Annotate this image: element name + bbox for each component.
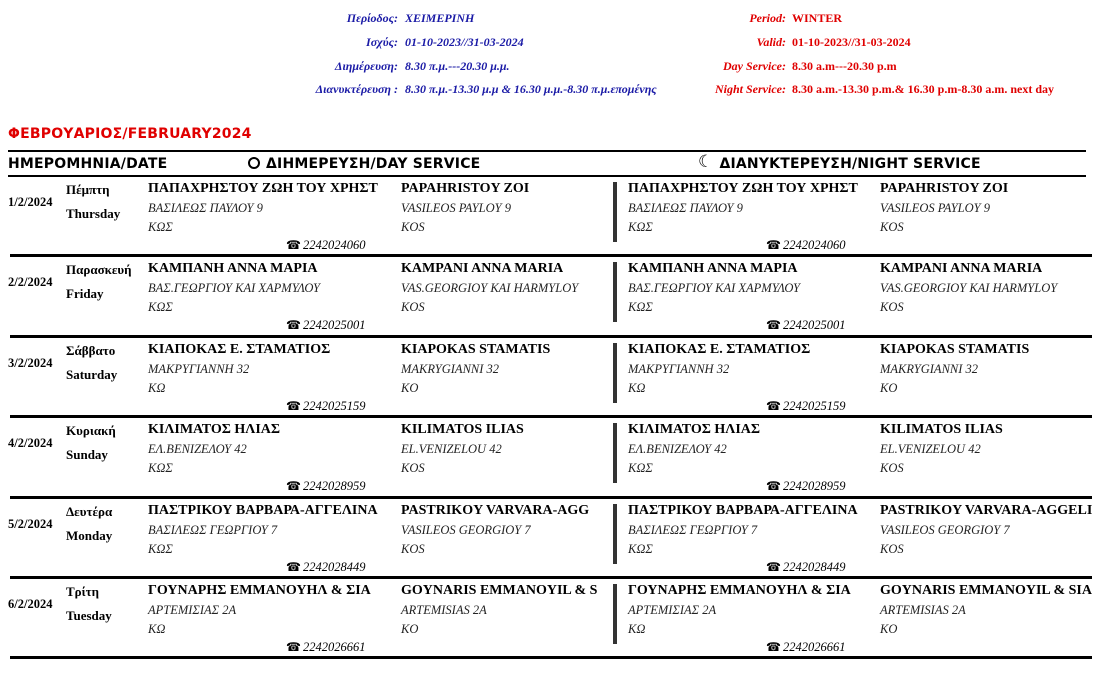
row-date: 1/2/2024 <box>8 195 53 209</box>
night-pharmacy-name-gr: ΚΑΜΠΑΝΗ ΑΝΝΑ ΜΑΡΙΑ <box>628 261 798 276</box>
night-phone-number: 2242028959 <box>782 479 846 493</box>
service-divider <box>613 423 617 483</box>
night-city-gr: ΚΩΣ <box>628 542 653 556</box>
night-service-value-en: 8.30 a.m.-13.30 p.m.& 16.30 p.m-8.30 a.m. next day <box>792 82 1054 96</box>
day-address-en: EL.VENIZELOU 42 <box>401 442 502 456</box>
month-title: ΦΕΒΡΟΥΑΡΙΟΣ/FEBRUARY2024 <box>8 126 252 142</box>
day-pharmacy-name-gr: ΠΑΣΤΡΙΚΟΥ ΒΑΡΒΑΡΑ-ΑΓΓΕΛΙΝΑ <box>148 503 378 518</box>
night-pharmacy-name-gr: ΓΟΥΝΑΡΗΣ ΕΜΜΑΝΟΥΗΛ & ΣΙΑ <box>628 583 851 598</box>
day-city-gr: ΚΩ <box>148 381 166 395</box>
row-weekday-en: Monday <box>66 528 113 543</box>
telephone-icon: ☎ <box>286 479 301 493</box>
night-city-gr: ΚΩΣ <box>628 461 653 475</box>
header-night-service <box>698 152 981 172</box>
row-weekday-gr: Δευτέρα <box>66 504 113 519</box>
row-date: 4/2/2024 <box>8 436 53 450</box>
row-weekday-gr: Πέμπτη <box>66 182 110 197</box>
row-weekday-en: Thursday <box>66 206 121 221</box>
day-address-en: MAKRYGIANNI 32 <box>401 362 500 376</box>
night-city-en: KOS <box>880 542 904 556</box>
night-city-en: KOS <box>880 300 904 314</box>
header-bottom-rule <box>8 175 1086 177</box>
day-city-gr: ΚΩΣ <box>148 220 173 234</box>
day-service-value-en: 8.30 a.m---20.30 p.m <box>792 59 897 73</box>
night-address-en: ARTEMISIAS 2A <box>880 603 966 617</box>
day-city-en: KO <box>401 381 419 395</box>
row-weekday-en: Tuesday <box>66 608 112 623</box>
service-divider <box>613 262 617 322</box>
day-phone[interactable] <box>286 238 365 253</box>
row-separator <box>10 576 1092 579</box>
table-row <box>0 500 1111 580</box>
day-city-gr: ΚΩΣ <box>148 300 173 314</box>
day-city-gr: ΚΩΣ <box>148 461 173 475</box>
telephone-icon: ☎ <box>766 560 781 574</box>
night-city-gr: ΚΩΣ <box>628 220 653 234</box>
day-phone-number: 2242028449 <box>302 560 366 574</box>
day-city-en: KOS <box>401 220 425 234</box>
night-phone[interactable] <box>766 640 845 655</box>
telephone-icon: ☎ <box>766 479 781 493</box>
header-night-service-label: ΔΙΑΝΥΚΤΕΡΕΥΣΗ/NIGHT SERVICE <box>719 156 981 172</box>
night-phone-number: 2242024060 <box>782 238 846 252</box>
day-phone-number: 2242025159 <box>302 399 366 413</box>
night-pharmacy-name-gr: ΚΙΑΠΟΚΑΣ Ε. ΣΤΑΜΑΤΙΟΣ <box>628 342 811 357</box>
row-separator <box>10 415 1092 418</box>
day-pharmacy-name-en: PAPAHRISTOY ZOI <box>401 181 530 196</box>
night-address-gr: ΒΑΣΙΛΕΩΣ ΓΕΩΡΓΙΟΥ 7 <box>628 523 758 537</box>
telephone-icon: ☎ <box>286 640 301 654</box>
row-weekday-gr: Κυριακή <box>66 423 116 438</box>
night-pharmacy-name-en: PAPAHRISTOY ZOI <box>880 181 1009 196</box>
moon-icon: ☾ <box>698 152 714 172</box>
day-phone[interactable] <box>286 479 365 494</box>
day-address-gr: ΕΛ.ΒΕΝΙΖΕΛΟΥ 42 <box>148 442 247 456</box>
telephone-icon: ☎ <box>766 318 781 332</box>
night-address-gr: ΑΡΤΕΜΙΣΙΑΣ 2Α <box>628 603 717 617</box>
day-city-en: KOS <box>401 300 425 314</box>
night-address-en: VASILEOS GEORGIOY 7 <box>880 523 1010 537</box>
night-address-gr: ΜΑΚΡΥΓΙΑΝΝΗ 32 <box>628 362 730 376</box>
telephone-icon: ☎ <box>286 238 301 252</box>
day-address-gr: ΑΡΤΕΜΙΣΙΑΣ 2Α <box>148 603 237 617</box>
night-address-en: VAS.GEORGIOY KAI HARMYLOY <box>880 281 1058 295</box>
night-phone[interactable] <box>766 479 845 494</box>
day-city-en: KOS <box>401 542 425 556</box>
day-address-en: VASILEOS GEORGIOY 7 <box>401 523 531 537</box>
table-row <box>0 339 1111 419</box>
header-day-service-label: ΔΙΗΜΕΡΕΥΣΗ/DAY SERVICE <box>266 156 481 172</box>
table-row <box>0 258 1111 338</box>
night-address-gr: ΒΑΣ.ΓΕΩΡΓΙΟΥ ΚΑΙ ΧΑΡΜΥΛΟΥ <box>628 281 800 295</box>
day-phone[interactable] <box>286 560 365 575</box>
night-pharmacy-name-gr: ΠΑΣΤΡΙΚΟΥ ΒΑΡΒΑΡΑ-ΑΓΓΕΛΙΝΑ <box>628 503 858 518</box>
night-address-en: EL.VENIZELOU 42 <box>880 442 981 456</box>
night-address-gr: ΕΛ.ΒΕΝΙΖΕΛΟΥ 42 <box>628 442 727 456</box>
period-value-en: WINTER <box>792 11 843 25</box>
day-address-gr: ΒΑΣ.ΓΕΩΡΓΙΟΥ ΚΑΙ ΧΑΡΜΥΛΟΥ <box>148 281 320 295</box>
day-pharmacy-name-en: KIAPOKAS STAMATIS <box>401 342 551 357</box>
night-service-label-gr: Διανυκτέρευση : <box>315 82 398 96</box>
valid-value-gr: 01-10-2023//31-03-2024 <box>405 35 524 49</box>
table-bottom-rule <box>10 656 1092 659</box>
day-city-gr: ΚΩ <box>148 622 166 636</box>
telephone-icon: ☎ <box>766 640 781 654</box>
day-city-en: KOS <box>401 461 425 475</box>
night-phone-number: 2242028449 <box>782 560 846 574</box>
night-service-value-gr: 8.30 π.μ.-13.30 μ.μ & 16.30 μ.μ.-8.30 π.μ.επομένης <box>405 82 657 96</box>
telephone-icon: ☎ <box>286 318 301 332</box>
night-city-en: KO <box>880 381 898 395</box>
row-weekday-gr: Παρασκευή <box>66 262 132 277</box>
day-pharmacy-name-gr: ΚΑΜΠΑΝΗ ΑΝΝΑ ΜΑΡΙΑ <box>148 261 318 276</box>
day-pharmacy-name-gr: ΚΙΛΙΜΑΤΟΣ ΗΛΙΑΣ <box>148 422 281 437</box>
day-service-value-gr: 8.30 π.μ.---20.30 μ.μ. <box>405 59 510 73</box>
night-pharmacy-name-en: KAMPANI ANNA MARIA <box>880 261 1043 276</box>
night-city-gr: ΚΩ <box>628 622 646 636</box>
night-address-en: VASILEOS PAYLOY 9 <box>880 201 990 215</box>
night-address-gr: ΒΑΣΙΛΕΩΣ ΠΑΥΛΟΥ 9 <box>628 201 743 215</box>
day-pharmacy-name-en: KAMPANI ANNA MARIA <box>401 261 564 276</box>
day-phone[interactable] <box>286 318 365 333</box>
row-weekday-en: Sunday <box>66 447 108 462</box>
day-pharmacy-name-gr: ΚΙΑΠΟΚΑΣ Ε. ΣΤΑΜΑΤΙΟΣ <box>148 342 331 357</box>
day-address-en: ARTEMISIAS 2A <box>401 603 487 617</box>
row-weekday-en: Friday <box>66 286 104 301</box>
day-phone[interactable] <box>286 640 365 655</box>
day-phone[interactable] <box>286 399 365 414</box>
night-phone-number: 2242026661 <box>782 640 846 654</box>
table-row <box>0 419 1111 499</box>
night-pharmacy-name-en: GOYNARIS EMMANOYIL & SIA <box>880 583 1092 598</box>
period-label-en: Period: <box>749 11 786 25</box>
header-top-rule <box>8 150 1086 152</box>
telephone-icon: ☎ <box>766 238 781 252</box>
header-date: ΗΜΕΡΟΜΗΝΙΑ/DATE <box>8 156 168 172</box>
night-city-gr: ΚΩ <box>628 381 646 395</box>
row-date: 3/2/2024 <box>8 356 53 370</box>
service-divider <box>613 343 617 403</box>
row-separator <box>10 335 1092 338</box>
table-row <box>0 178 1111 258</box>
day-phone-number: 2242028959 <box>302 479 366 493</box>
header-day-service <box>248 156 480 172</box>
night-city-en: KO <box>880 622 898 636</box>
row-separator <box>10 254 1092 257</box>
night-address-en: MAKRYGIANNI 32 <box>880 362 979 376</box>
night-pharmacy-name-gr: ΚΙΛΙΜΑΤΟΣ ΗΛΙΑΣ <box>628 422 761 437</box>
period-label-gr: Περίοδος: <box>346 11 398 25</box>
night-city-gr: ΚΩΣ <box>628 300 653 314</box>
day-city-en: KO <box>401 622 419 636</box>
telephone-icon: ☎ <box>286 560 301 574</box>
day-service-label-gr: Διημέρευση: <box>334 59 398 73</box>
day-city-gr: ΚΩΣ <box>148 542 173 556</box>
valid-label-gr: Ισχύς: <box>366 35 398 49</box>
night-pharmacy-name-gr: ΠΑΠΑΧΡΗΣΤΟΥ ΖΩΗ ΤΟΥ ΧΡΗΣΤ <box>628 181 858 196</box>
telephone-icon: ☎ <box>766 399 781 413</box>
day-address-en: VAS.GEORGIOY KAI HARMYLOY <box>401 281 579 295</box>
night-phone[interactable] <box>766 318 845 333</box>
day-address-gr: ΒΑΣΙΛΕΩΣ ΓΕΩΡΓΙΟΥ 7 <box>148 523 278 537</box>
night-pharmacy-name-en: KIAPOKAS STAMATIS <box>880 342 1030 357</box>
day-address-gr: ΒΑΣΙΛΕΩΣ ΠΑΥΛΟΥ 9 <box>148 201 263 215</box>
night-phone-number: 2242025159 <box>782 399 846 413</box>
service-divider <box>613 504 617 564</box>
valid-label-en: Valid: <box>756 35 786 49</box>
day-service-label-en: Day Service: <box>723 59 786 73</box>
service-divider <box>613 182 617 242</box>
service-divider <box>613 584 617 644</box>
night-pharmacy-name-en: PASTRIKOY VARVARA-AGGELI <box>880 503 1093 518</box>
day-phone-number: 2242024060 <box>302 238 366 252</box>
night-pharmacy-name-en: KILIMATOS ILIAS <box>880 422 1003 437</box>
row-weekday-gr: Τρίτη <box>66 584 100 599</box>
night-phone[interactable] <box>766 238 845 253</box>
day-pharmacy-name-gr: ΓΟΥΝΑΡΗΣ ΕΜΜΑΝΟΥΗΛ & ΣΙΑ <box>148 583 371 598</box>
telephone-icon: ☎ <box>286 399 301 413</box>
night-city-en: KOS <box>880 220 904 234</box>
day-address-en: VASILEOS PAYLOY 9 <box>401 201 511 215</box>
day-phone-number: 2242025001 <box>302 318 366 332</box>
day-pharmacy-name-en: GOYNARIS EMMANOYIL & S <box>401 583 598 598</box>
row-date: 6/2/2024 <box>8 597 53 611</box>
day-address-gr: ΜΑΚΡΥΓΙΑΝΝΗ 32 <box>148 362 250 376</box>
valid-value-en: 01-10-2023//31-03-2024 <box>792 35 911 49</box>
night-phone[interactable] <box>766 560 845 575</box>
day-pharmacy-name-en: KILIMATOS ILIAS <box>401 422 524 437</box>
day-pharmacy-name-gr: ΠΑΠΑΧΡΗΣΤΟΥ ΖΩΗ ΤΟΥ ΧΡΗΣΤ <box>148 181 378 196</box>
row-weekday-gr: Σάββατο <box>66 343 116 358</box>
row-separator <box>10 496 1092 499</box>
night-city-en: KOS <box>880 461 904 475</box>
night-phone-number: 2242025001 <box>782 318 846 332</box>
sun-icon <box>248 157 260 169</box>
night-phone[interactable] <box>766 399 845 414</box>
row-date: 5/2/2024 <box>8 517 53 531</box>
day-pharmacy-name-en: PASTRIKOY VARVARA-AGG <box>401 503 590 518</box>
table-row <box>0 580 1111 660</box>
day-phone-number: 2242026661 <box>302 640 366 654</box>
night-service-label-en: Night Service: <box>715 82 786 96</box>
row-weekday-en: Saturday <box>66 367 118 382</box>
period-value-gr: ΧΕΙΜΕΡΙΝΗ <box>405 11 475 25</box>
row-date: 2/2/2024 <box>8 275 53 289</box>
